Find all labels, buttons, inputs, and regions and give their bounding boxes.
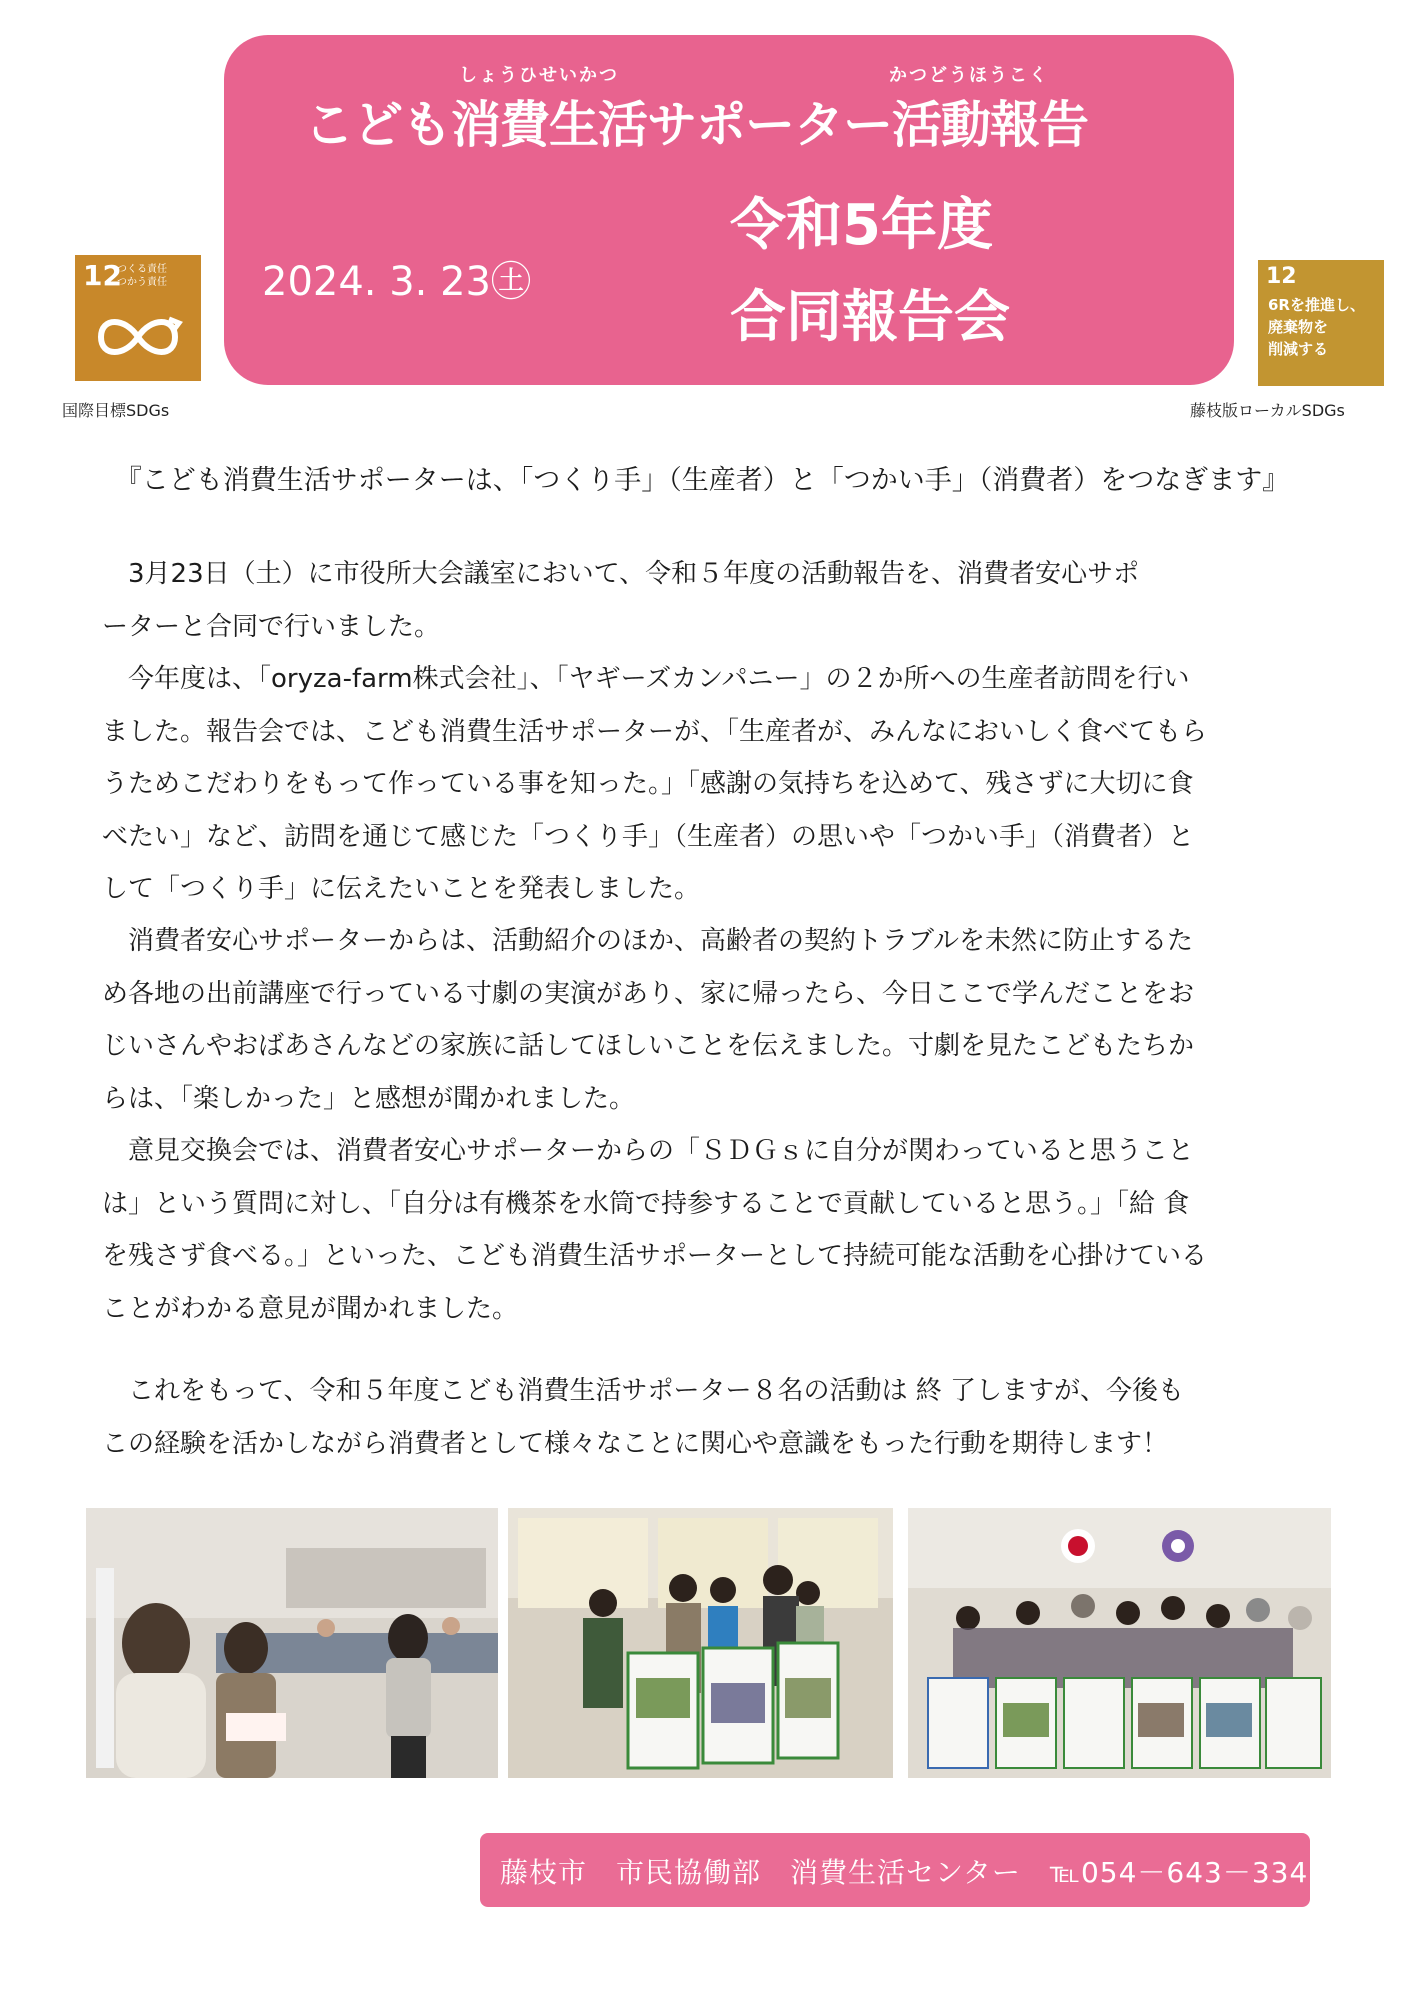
page-title: こども消費生活サポーター活動報告 <box>304 96 1088 154</box>
p3-line: め各地の出前講座で行っている寸劇の実演があり、家に帰ったら、今日ここで学んだことをお <box>102 978 1195 1009</box>
sdg-number: 12 <box>83 259 122 292</box>
p3-line: じいさんやおばあさんなどの家族に話してほしいことを伝えました。寸劇を見たこどもたちか <box>102 1031 1195 1061</box>
sdg-text-1: つくる責任 <box>117 264 167 275</box>
p1-line: ーターと合同で行いました。 <box>102 611 441 642</box>
sdg-right-caption: 藤枝版ローカルSDGs <box>1190 401 1345 420</box>
infinity-icon <box>75 255 201 381</box>
local-sdg-text-3: 削減する <box>1268 340 1329 358</box>
photo-children-posters <box>508 1508 893 1778</box>
p4-line: を残さず食べる。」といった、こども消費生活サポーターとして持続可能な活動を心掛けている <box>102 1241 1208 1271</box>
p5-line: この経験を活かしながら消費者として様々なことに関心や意識をもった行動を期待します！ <box>102 1428 1169 1459</box>
p4-line: ことがわかる意見が聞かれました。 <box>102 1293 519 1324</box>
photo-strip <box>86 1508 1331 1778</box>
subtitle-line2: 合同報告会 <box>730 285 1010 350</box>
photo-award-ceremony <box>86 1508 498 1778</box>
p2-line: べたい」など、訪問を通じて感じた「つくり手」（生産者）の思いや「つかい手」（消費者）と <box>102 821 1195 852</box>
p4-line: は」という質問に対し、「自分は有機茶を水筒で持参することで貢献していると思う。」「給 食 <box>102 1188 1190 1219</box>
local-sdg-text-2: 廃棄物を <box>1268 318 1329 336</box>
contact-footer <box>480 1833 1328 1907</box>
contact-text: 藤枝市 市民協働部 消費生活センター ℡054－643－3345 <box>500 1856 1328 1889</box>
paragraph-4 <box>102 1125 1312 1335</box>
title-ruby-right: かつどうほうこく <box>889 65 1049 86</box>
page-subtitle <box>730 180 1010 364</box>
local-sdg-text <box>1268 294 1365 360</box>
p3-line: らは、「楽しかった」と感想が聞かれました。 <box>102 1083 636 1114</box>
photo-group-portrait <box>908 1508 1331 1778</box>
title-ruby-left: しょうひせいかつ <box>459 65 619 86</box>
p2-line: 今年度は、「oryza-farm株式会社」、「ヤギーズカンパニー」の２か所への生産者訪問を行い <box>128 664 1190 694</box>
event-date: 2024. 3. 23㊏ <box>262 259 532 305</box>
p2-line: うためこだわりをもって作っている事を知った。」「感謝の気持ちを込めて、残さずに大切に食 <box>102 769 1194 799</box>
local-sdg-12-badge <box>1258 260 1384 386</box>
sdg-text-2: つかう責任 <box>117 277 167 288</box>
p4-line: 意見交換会では、消費者安心サポーターからの「ＳＤＧｓに自分が関わっていると思うこと <box>128 1136 1194 1166</box>
local-sdg-text-1: 6Rを推進し、 <box>1268 296 1365 314</box>
paragraph-3 <box>102 915 1312 1125</box>
p3-line: 消費者安心サポーターからは、活動紹介のほか、高齢者の契約トラブルを未然に防止するた <box>128 926 1193 956</box>
paragraph-5 <box>102 1365 1312 1470</box>
sdg-12-badge <box>75 255 201 381</box>
intro-quote: 『こども消費生活サポーターは、「つくり手」（生産者）と「つかい手」（消費者）をつなぎます』 <box>114 465 1290 496</box>
p2-line: して「つくり手」に伝えたいことを発表しました。 <box>102 874 701 904</box>
local-sdg-number: 12 <box>1266 264 1297 289</box>
header-banner <box>224 35 1234 385</box>
sdg-left-caption: 国際目標SDGs <box>62 401 170 420</box>
p2-line: ました。報告会では、こども消費生活サポーターが、「生産者が、みんなにおいしく食べてもら <box>102 716 1208 747</box>
subtitle-line1: 令和5年度 <box>730 193 993 258</box>
paragraph-1 <box>102 548 1312 653</box>
p5-line: これをもって、令和５年度こども消費生活サポーター８名の活動は 終 了しますが、今後も <box>128 1376 1185 1406</box>
paragraph-2 <box>102 653 1312 916</box>
p1-line: 3月23日（土）に市役所大会議室において、令和５年度の活動報告を、消費者安心サポ <box>102 559 1140 589</box>
